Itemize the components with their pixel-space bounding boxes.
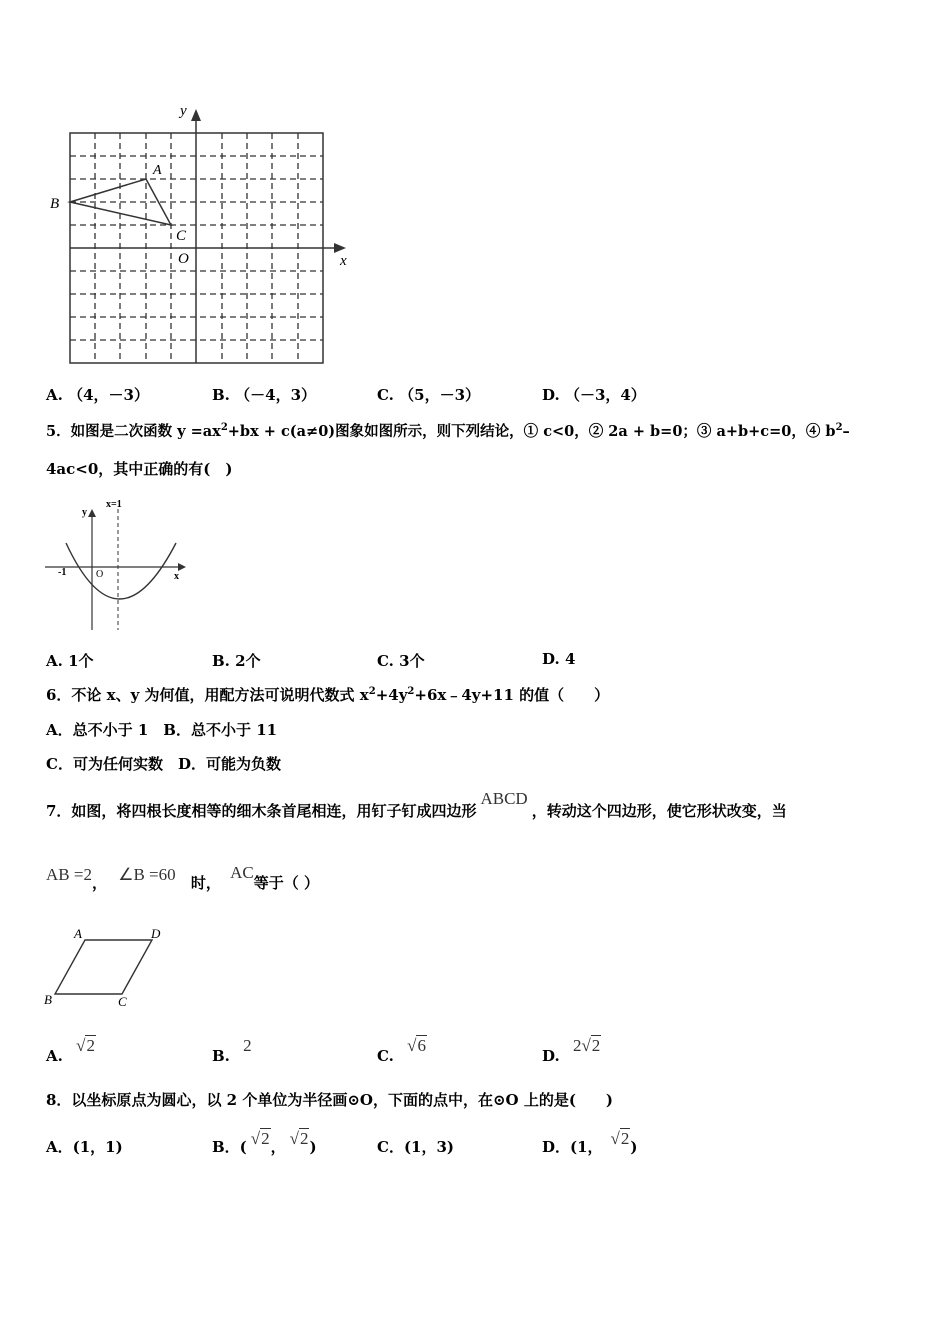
q7-rhombus (55, 940, 152, 994)
q7-option-c[interactable]: C. √6 (377, 1036, 426, 1065)
q5-stem-line1: 5．如图是二次函数 $y =ax^2+bx + c(a\ne 0)$图象如图所示，则下列结论，① c<0，② 2a + b=0；③ a+b+c=0，④ $b^2-$ (46, 422, 850, 440)
q4-label-y: y (180, 103, 187, 119)
q5-option-d[interactable]: D. 4 (542, 650, 576, 668)
q5-label-y: y (82, 507, 87, 518)
q7-stem-line1: 7．如图，将四根长度相等的细木条首尾相连，用钉子钉成四边形ABCD，转动这个四边形，使它形状改变，当 (46, 789, 787, 820)
q6-options-line2[interactable]: C．可为任何实数 D．可能为负数 (46, 755, 281, 773)
sqrt-icon: √ (250, 1129, 261, 1148)
q4-option-c[interactable]: C. （5，－3） (377, 386, 481, 404)
sqrt-icon: √ (289, 1129, 299, 1148)
q7-option-a[interactable]: A. √2 (46, 1036, 95, 1065)
q7-option-d[interactable]: D. 2√2 (542, 1036, 601, 1065)
q7-label-b: B (44, 992, 52, 1007)
q7-label-c: C (118, 994, 127, 1009)
q8-option-d[interactable]: D．(1， √2) (542, 1129, 638, 1156)
q4-grid-figure (40, 95, 360, 375)
q4-label-x: x (340, 253, 347, 269)
q8-stem: 8．以坐标原点为圆心，以 2 个单位为半径画⊙O，下面的点中，在⊙O 上的是( ) (46, 1091, 614, 1109)
q7-option-b[interactable]: B. 2 (212, 1036, 252, 1065)
q5-parabola (66, 543, 176, 599)
q8-option-b[interactable]: B．( √2， √2) (212, 1129, 317, 1156)
q7-rhombus-figure (40, 922, 180, 1012)
q4-option-d[interactable]: D. （－3，4） (542, 386, 646, 404)
q7-label-d: D (151, 926, 161, 941)
q5-label-x: x (174, 571, 179, 582)
q5-label-x1: x=1 (106, 499, 122, 510)
q4-option-a[interactable]: A. （4，－3） (46, 386, 149, 404)
q7-label-a: A (74, 926, 82, 941)
sqrt-icon: √ (581, 1036, 591, 1055)
sqrt-icon: √ (610, 1129, 620, 1148)
q5-option-b[interactable]: B. 2个 (212, 652, 261, 670)
q8-option-a[interactable]: A．(1，1) (46, 1138, 123, 1156)
q6-options-line1[interactable]: A．总不小于 1 B．总不小于 11 (46, 721, 278, 739)
q4-label-origin: O (178, 251, 189, 267)
q5-option-c[interactable]: C. 3个 (377, 652, 425, 670)
q5-label-neg1: -1 (58, 567, 67, 578)
q4-label-a: A (153, 163, 162, 178)
sqrt-icon: √ (407, 1036, 417, 1055)
q5-label-origin: O (96, 569, 104, 580)
q5-stem-line2: 4ac<0，其中正确的有( ) (46, 460, 233, 478)
q8-option-c[interactable]: C．(1，3) (377, 1138, 455, 1156)
q4-label-c: C (176, 228, 187, 244)
q7-stem-line2: AB =2， ∠B =60 时， AC等于（ ） (46, 863, 319, 892)
q4-option-b[interactable]: B. （－4，3） (212, 386, 317, 404)
q5-option-a[interactable]: A. 1个 (46, 652, 94, 670)
q5-parabola-figure (40, 495, 200, 640)
q4-label-b: B (50, 196, 60, 212)
q6-stem: 6．不论 x、y 为何值，用配方法可说明代数式 $x^2+4y^2+6x﹣4y+11$ 的值（ ） (46, 686, 610, 704)
sqrt-icon: √ (76, 1036, 86, 1055)
